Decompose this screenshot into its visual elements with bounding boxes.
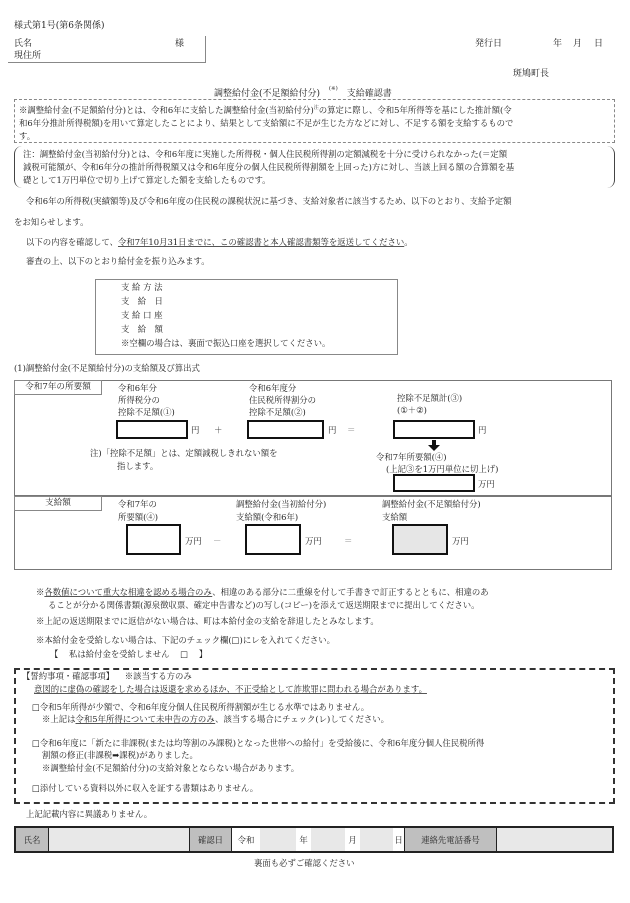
note-text: ※上記は — [42, 714, 76, 724]
pledge-item-tax-revision[interactable]: □令和6年度に「新たに非課税(または均等割のみ課税)となった世帯への給付」を受給後に、令和6年度分個人住民税所得 — [32, 738, 485, 748]
decline-instructions: ※本給付金を受給しない場合は、下記のチェック欄(□)にレを入れてください。 — [36, 635, 335, 645]
intro-paragraph-1-cont: をお知らせします。 — [14, 217, 89, 227]
required-amount-tab: 令和7年の所要額 — [14, 380, 102, 395]
col2-line1: 令和6年度分 — [249, 383, 297, 393]
day-label: 日 — [393, 828, 405, 851]
man-yen-unit: 万円 — [452, 536, 469, 546]
issue-date-label: 発行日 — [475, 39, 503, 49]
man-yen-unit: 万円 — [478, 479, 495, 489]
pay-initial-input[interactable] — [245, 524, 301, 555]
pay-col3-line2: 支給額 — [382, 512, 408, 522]
pledge-item-low-income-note — [42, 713, 389, 726]
notice-emphasis: 各数値について — [44, 587, 103, 597]
return-deadline: 令和7年10月31日までに、この確認書と本人確認書類等を返送してください — [117, 237, 405, 247]
pledge-heading — [22, 670, 192, 683]
definition-note — [14, 99, 615, 143]
deficit-total-input[interactable] — [393, 420, 475, 439]
definition-text: す。 — [19, 130, 36, 141]
honorific: 様 — [175, 39, 185, 49]
minus-sign: － — [213, 536, 222, 546]
deficit-definition-note-cont: 指します。 — [117, 461, 159, 471]
calc-section-title: (1)調整給付金(不足額給付分)の支給額及び算出式 — [14, 363, 200, 373]
payment-blank-note: ※空欄の場合は、裏面で振込口座を選択してください。 — [121, 338, 331, 348]
deadline-notice: ※上記の返送期限までに返信がない場合は、町は本給付金の支給を辞退したとみなします。 — [36, 616, 379, 626]
definition-text: の算定に際し、令和5年所得等を基にした推計額(令 — [318, 104, 512, 115]
man-yen-unit: 万円 — [185, 536, 202, 546]
intro-paragraph-1: 令和6年の所得税(実績額等)及び令和6年度の住民税の課税状況に基づき、支給対象者に該当するため、以下のとおり、支給予定額 — [26, 196, 512, 206]
required-amount-input[interactable] — [393, 474, 475, 492]
pay-result-field — [392, 524, 448, 555]
title-main: 調整給付金(不足額給付分) — [214, 89, 321, 99]
col2-line2: 住民税所得割分の — [249, 395, 316, 405]
pay-col1-line1: 令和7年の — [118, 499, 157, 509]
confirm-year-input[interactable] — [260, 828, 296, 851]
document-title — [214, 86, 392, 99]
issuer: 斑鳩町長 — [513, 69, 550, 79]
notice-text: ※ — [36, 587, 45, 597]
definition-text: ※調整給付金(不足額給付分)とは、令和6年に支給した調整給付金(当初給付分) — [19, 104, 314, 115]
decline-checkbox[interactable]: □ — [180, 649, 189, 659]
signature-name-label: 氏名 — [16, 828, 49, 851]
deficit-2-input[interactable] — [247, 420, 324, 439]
arrow-down-icon — [428, 440, 440, 451]
payment-method-label: 支 給 方 法 — [121, 282, 163, 292]
deficit-definition-note: 注)「控除不足額」とは、定額減税しきれない額を — [90, 448, 278, 458]
issue-year-label: 年 — [553, 39, 563, 49]
col1-line3: 控除不足額(①) — [118, 407, 175, 417]
pay-col3-line1: 調整給付金(不足額給付分) — [382, 499, 481, 509]
phone-label: 連絡先電話番号 — [405, 828, 497, 851]
issue-day-label: 日 — [594, 39, 604, 49]
col4-line1: 令和7年所要額(④) — [376, 452, 447, 462]
footnote-line: 注：調整給付金(当初給付分)とは、令和6年度に実施した所得税・個人住民税所得割の定額減税を十分に受けられなかった(＝定額 — [23, 149, 508, 159]
correction-notice-cont: ることが分かる関係書類(源泉徴収票、確定申告書など)の写し(コピー)を添えて返送期限までに提出してください。 — [48, 600, 480, 610]
pledge-heading-note: ※該当する方のみ — [124, 671, 192, 681]
bracket-open: 【 — [50, 649, 59, 659]
deficit-1-input[interactable] — [116, 420, 188, 439]
intro-paragraph-3: 審査の上、以下のとおり給付金を振り込みます。 — [26, 256, 210, 266]
bracket-close: 】 — [198, 649, 208, 659]
phone-input[interactable] — [497, 828, 612, 851]
pay-col2-line1: 調整給付金(当初給付分) — [236, 499, 327, 509]
pledge-item-tax-revision-cont: 割額の修正(非課税➡課税)がありました。 — [42, 750, 198, 760]
col3-line2: (①＋②) — [397, 405, 427, 415]
pledge-item-no-other-income[interactable]: □添付している資料以外に収入を証する書類はありません。 — [32, 783, 259, 793]
intro-text: 。 — [404, 237, 413, 247]
col1-line1: 令和6年分 — [118, 383, 157, 393]
form-number: 様式第1号(第6条関係) — [14, 21, 105, 31]
decline-label: 私は給付金を受給しません — [69, 649, 170, 659]
yen-unit: 円 — [191, 425, 200, 435]
col1-line2: 所得税分の — [118, 395, 160, 405]
correction-notice — [36, 586, 489, 599]
month-label: 月 — [345, 828, 360, 851]
equals-sign: ＝ — [347, 425, 356, 435]
year-label: 年 — [296, 828, 311, 851]
intro-text: 以下の内容を確認して、 — [26, 237, 118, 247]
pay-col1-line2: 所要額(④) — [118, 512, 159, 522]
pay-col2-line2: 支給額(令和6年) — [236, 512, 299, 522]
footnote-line: 礎として1万円単位で切り上げて算定した額を支給したものです。 — [23, 175, 271, 185]
footnote — [14, 146, 615, 188]
address-label: 現住所 — [14, 51, 42, 61]
footnote-line: 減税可能額が、令和6年分の推計所得税額又は令和6年度分の個人住民税所得割額を上回った)方に対し、当該上回る額の合算額を基 — [23, 162, 515, 172]
equals-sign: ＝ — [344, 536, 353, 546]
plus-sign: ＋ — [214, 425, 223, 435]
definition-text: 和6年分推計所得税額)を用いて算定したことにより、結果として支給額に不足が生じた方などに対し、不足する額を支給するもので — [19, 117, 514, 128]
title-suffix: 支給確認書 — [346, 89, 392, 99]
agreement-statement: 上記記載内容に異議ありません。 — [26, 809, 153, 819]
definition-note-ref: 注 — [313, 105, 319, 111]
col2-line3: 控除不足額(②) — [249, 407, 306, 417]
confirm-date-label: 確認日 — [190, 828, 232, 851]
payment-amount-tab: 支給額 — [14, 496, 102, 511]
notice-emphasis: 相違 — [127, 587, 145, 597]
title-note-mark: (※) — [328, 86, 338, 92]
notice-emphasis: を認める — [144, 587, 179, 597]
col3-line1: 控除不足額計(③) — [397, 393, 463, 403]
notice-text: 、相違のある部分に二重線を付して手書きで訂正するとともに、相違のあ — [212, 587, 489, 597]
issue-month-label: 月 — [573, 39, 583, 49]
yen-unit: 円 — [328, 425, 337, 435]
yen-unit: 円 — [478, 425, 487, 435]
confirm-day-input[interactable] — [360, 828, 393, 851]
recipient-name-label: 氏名 — [14, 39, 33, 49]
man-yen-unit: 万円 — [305, 536, 322, 546]
notice-emphasis: 場合のみ — [178, 587, 213, 597]
decline-row — [50, 648, 207, 661]
signature-table — [14, 826, 614, 853]
pay-required-input[interactable] — [126, 524, 181, 555]
pledge-item-low-income[interactable]: □令和5年所得が少額で、令和6年度分個人住民税所得割額が生じる水準ではありません。 — [32, 702, 370, 712]
confirm-month-input[interactable] — [311, 828, 345, 851]
col4-line2: (上記③を1万円単位に切上げ) — [386, 464, 499, 474]
payment-amount-label: 支 給 額 — [121, 324, 163, 334]
notice-emphasis: 重大な — [102, 587, 128, 597]
signature-name-input[interactable] — [49, 828, 190, 851]
pledge-item-tax-revision-note: ※調整給付金(不足額給付分)の支給対象とならない場合があります。 — [42, 763, 300, 773]
intro-paragraph-2 — [26, 236, 413, 249]
fraud-warning: 意図的に虚偽の確認をした場合は返還を求めるほか、不正受給として詐欺罪に問われる場合があります。 — [34, 684, 427, 694]
note-emphasis: 令和5年所得について未申告の方のみ — [75, 714, 216, 724]
era-label: 令和 — [232, 828, 260, 851]
payment-date-label: 支 給 日 — [121, 296, 163, 306]
back-side-notice: 裏面も必ずご確認ください — [254, 858, 355, 868]
payment-account-label: 支 給 口 座 — [121, 310, 163, 320]
note-text: 、該当する場合にチェック(レ)してください。 — [215, 714, 389, 724]
pledge-heading-text: 【誓約事項・確認事項】 — [22, 671, 115, 681]
